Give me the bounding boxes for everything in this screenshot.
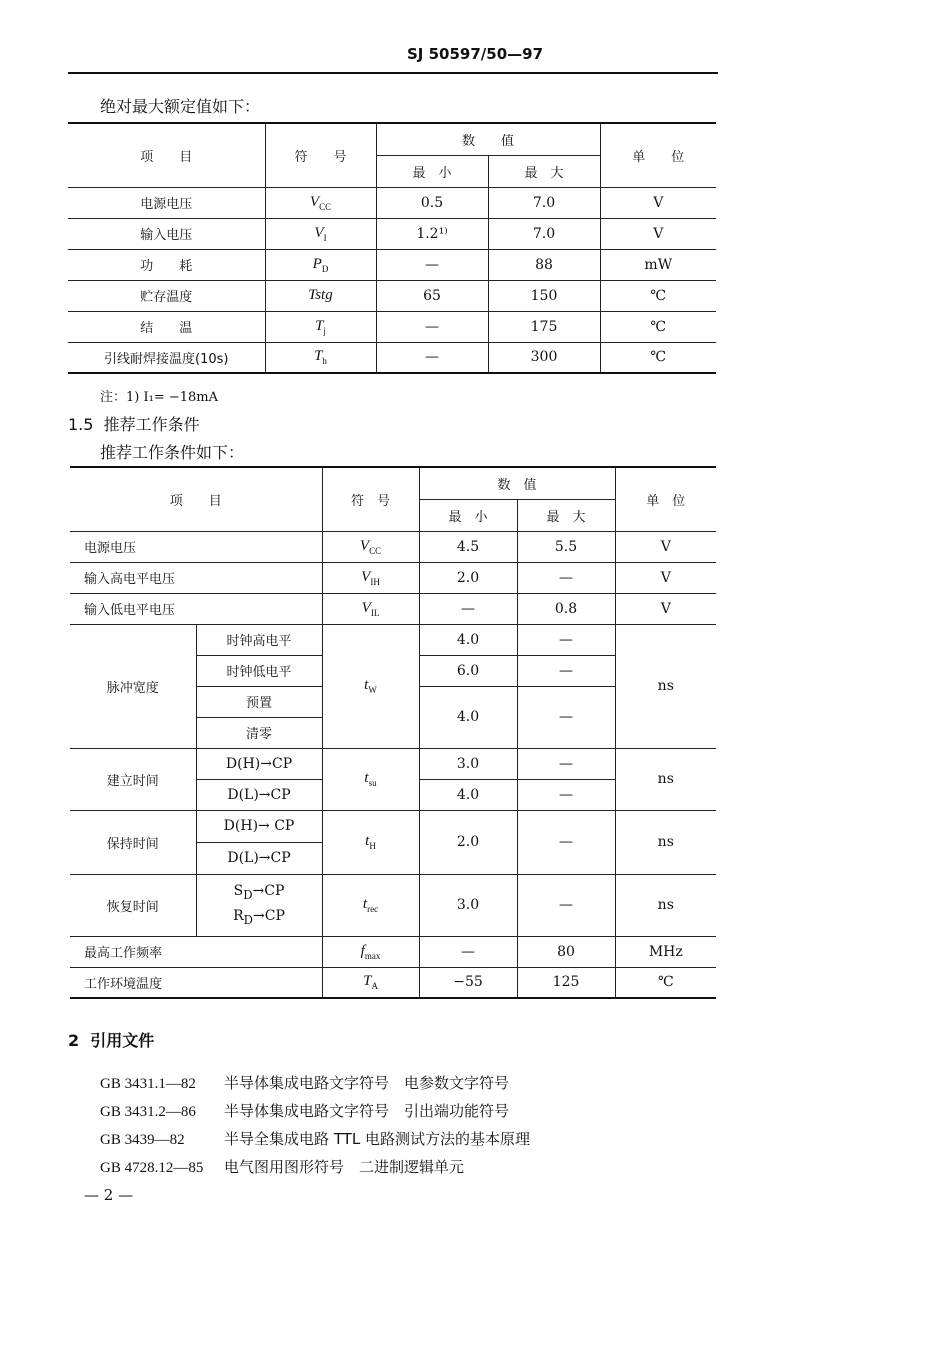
reference-code: GB 3439—82 (100, 1132, 185, 1148)
row-unit: V (615, 562, 716, 593)
table-row (70, 874, 716, 936)
row-min: — (419, 593, 517, 624)
row-max: — (517, 748, 615, 779)
row-subitem: $S_D\to CP$ (233, 883, 285, 902)
section-number: 2 (68, 1031, 80, 1050)
row-subitem: 时钟低电平 (196, 655, 322, 686)
reference-code: GB 3431.1—82 (100, 1076, 196, 1092)
row-min: 3.0 (419, 874, 517, 936)
row-unit: ℃ (600, 311, 716, 342)
reference-title: 电气图用图形符号 二进制逻辑单元 (224, 1158, 465, 1176)
row-subitem: $R_D\to CP$ (233, 908, 285, 927)
row-symbol: $V_{IL}$ (322, 593, 419, 624)
reference-title: 半导全集成电路 TTL 电路测试方法的基本原理 (224, 1130, 530, 1148)
row-min: — (376, 249, 488, 280)
header-min: 最 小 (419, 499, 517, 531)
row-item: 工作环境温度 (70, 967, 322, 998)
header-max: 最 大 (517, 499, 615, 531)
row-subitem: D(H)→ CP (196, 810, 322, 842)
row-item: 贮存温度 (68, 280, 265, 311)
table-row (68, 218, 716, 249)
row-max: — (517, 779, 615, 810)
row-item: 结 温 (68, 311, 265, 342)
section-title: 推荐工作条件 (103, 415, 200, 434)
table-row (70, 936, 716, 967)
row-symbol: $V_{CC}$ (322, 531, 419, 562)
row-unit: mW (600, 249, 716, 280)
row-symbol: $P_D$ (265, 249, 376, 280)
row-subitem: 时钟高电平 (196, 624, 322, 655)
table-row (70, 562, 716, 593)
row-item: 脉冲宽度 (70, 624, 196, 748)
reference-code: GB 4728.12—85 (100, 1160, 204, 1176)
row-min: 2.0 (419, 562, 517, 593)
row-symbol: $T_A$ (322, 967, 419, 998)
header-max: 最 大 (488, 155, 600, 187)
table-row (68, 249, 716, 280)
table-row (68, 187, 716, 218)
row-unit: ℃ (600, 342, 716, 373)
section-number: 1.5 (68, 415, 94, 434)
row-subitem: D(L)→CP (196, 842, 322, 874)
row-unit: V (600, 218, 716, 249)
row-min: — (419, 936, 517, 967)
row-min: 6.0 (419, 655, 517, 686)
row-max: 0.8 (517, 593, 615, 624)
row-item: 功 耗 (68, 249, 265, 280)
header-symbol: 符 号 (265, 123, 376, 187)
row-max: 7.0 (488, 218, 600, 249)
row-symbol: $V_{IH}$ (322, 562, 419, 593)
row-min: 65 (376, 280, 488, 311)
row-min: — (376, 311, 488, 342)
row-item: 恢复时间 (70, 874, 196, 936)
row-item: 保持时间 (70, 810, 196, 874)
row-item: 输入高电平电压 (70, 562, 322, 593)
header-symbol: 符 号 (322, 467, 419, 531)
row-max: 125 (517, 967, 615, 998)
row-unit: V (615, 593, 716, 624)
table-row (70, 624, 716, 655)
row-unit: ns (615, 624, 716, 748)
row-min: 4.0 (419, 686, 517, 748)
table-row (70, 593, 716, 624)
row-max: 150 (488, 280, 600, 311)
row-unit: ℃ (615, 967, 716, 998)
table-row (68, 342, 716, 373)
row-min: 4.0 (419, 624, 517, 655)
document-code-header: SJ 50597/50—97 (406, 45, 544, 63)
row-min: 4.0 (419, 779, 517, 810)
section-title: 引用文件 (90, 1031, 155, 1050)
header-unit: 单 位 (615, 467, 716, 531)
row-subitem: 预置 (196, 686, 322, 717)
row-item: 最高工作频率 (70, 936, 322, 967)
row-symbol: $V_{CC}$ (265, 187, 376, 218)
row-symbol: $T_h$ (265, 342, 376, 373)
reference-item (100, 1072, 509, 1093)
header-rule (68, 72, 718, 74)
row-max: 80 (517, 936, 615, 967)
row-symbol: $V_I$ (265, 218, 376, 249)
row-max: — (517, 562, 615, 593)
header-item: 项 目 (70, 467, 322, 531)
row-unit: ℃ (600, 280, 716, 311)
abs-max-note: 注：1) I₁= −18mA (100, 390, 218, 405)
reference-item (100, 1128, 530, 1149)
row-max: 88 (488, 249, 600, 280)
row-symbol: $t_W$ (322, 624, 419, 748)
reference-title: 半导体集成电路文字符号 电参数文字符号 (224, 1074, 510, 1092)
row-min: 1.2¹⁾ (376, 218, 488, 249)
row-subitem-pair (196, 874, 322, 936)
row-unit: ns (615, 874, 716, 936)
abs-max-intro: 绝对最大额定值如下： (100, 97, 261, 116)
row-item: 输入电压 (68, 218, 265, 249)
reference-code: GB 3431.2—86 (100, 1104, 196, 1120)
row-unit: ns (615, 748, 716, 810)
row-unit: V (615, 531, 716, 562)
row-max: 5.5 (517, 531, 615, 562)
row-min: 0.5 (376, 187, 488, 218)
row-max: — (517, 686, 615, 748)
reference-item (100, 1156, 464, 1177)
table-row (70, 531, 716, 562)
section-1-5-heading (68, 412, 200, 435)
reference-title: 半导体集成电路文字符号 引出端功能符号 (224, 1102, 510, 1120)
row-min: 2.0 (419, 810, 517, 874)
page-number: — 2 — (84, 1186, 134, 1204)
table-row (70, 748, 716, 779)
reference-item (100, 1100, 509, 1121)
row-symbol: $t_H$ (322, 810, 419, 874)
row-subitem: D(L)→CP (196, 779, 322, 810)
row-unit: ns (615, 810, 716, 874)
row-min: — (376, 342, 488, 373)
header-unit: 单 位 (600, 123, 716, 187)
table-row (68, 311, 716, 342)
row-max: — (517, 655, 615, 686)
row-max: — (517, 810, 615, 874)
row-min: 4.5 (419, 531, 517, 562)
row-min: −55 (419, 967, 517, 998)
row-symbol: $f_{max}$ (322, 936, 419, 967)
header-value: 数 值 (376, 123, 600, 155)
row-max: 175 (488, 311, 600, 342)
row-symbol: $t_{su}$ (322, 748, 419, 810)
row-symbol: $T_j$ (265, 311, 376, 342)
recommended-conditions-table (70, 466, 716, 999)
row-symbol: Tstg (265, 280, 376, 311)
row-max: — (517, 874, 615, 936)
row-max: — (517, 624, 615, 655)
row-max: 7.0 (488, 187, 600, 218)
row-item: 输入低电平电压 (70, 593, 322, 624)
row-item: 电源电压 (70, 531, 322, 562)
rec-intro: 推荐工作条件如下： (100, 443, 245, 462)
row-unit: MHz (615, 936, 716, 967)
section-2-heading (68, 1028, 154, 1051)
header-value: 数 值 (419, 467, 615, 499)
row-item: 电源电压 (68, 187, 265, 218)
table-row (70, 967, 716, 998)
row-item: 建立时间 (70, 748, 196, 810)
table-row (68, 280, 716, 311)
row-unit: V (600, 187, 716, 218)
row-symbol: $t_{rec}$ (322, 874, 419, 936)
row-subitem: D(H)→CP (196, 748, 322, 779)
header-min: 最 小 (376, 155, 488, 187)
table-row (70, 810, 716, 842)
row-subitem: 清零 (196, 717, 322, 748)
absolute-max-ratings-table (68, 122, 716, 374)
row-min: 3.0 (419, 748, 517, 779)
header-item: 项 目 (68, 123, 265, 187)
row-item: 引线耐焊接温度(10s) (68, 342, 265, 373)
row-max: 300 (488, 342, 600, 373)
